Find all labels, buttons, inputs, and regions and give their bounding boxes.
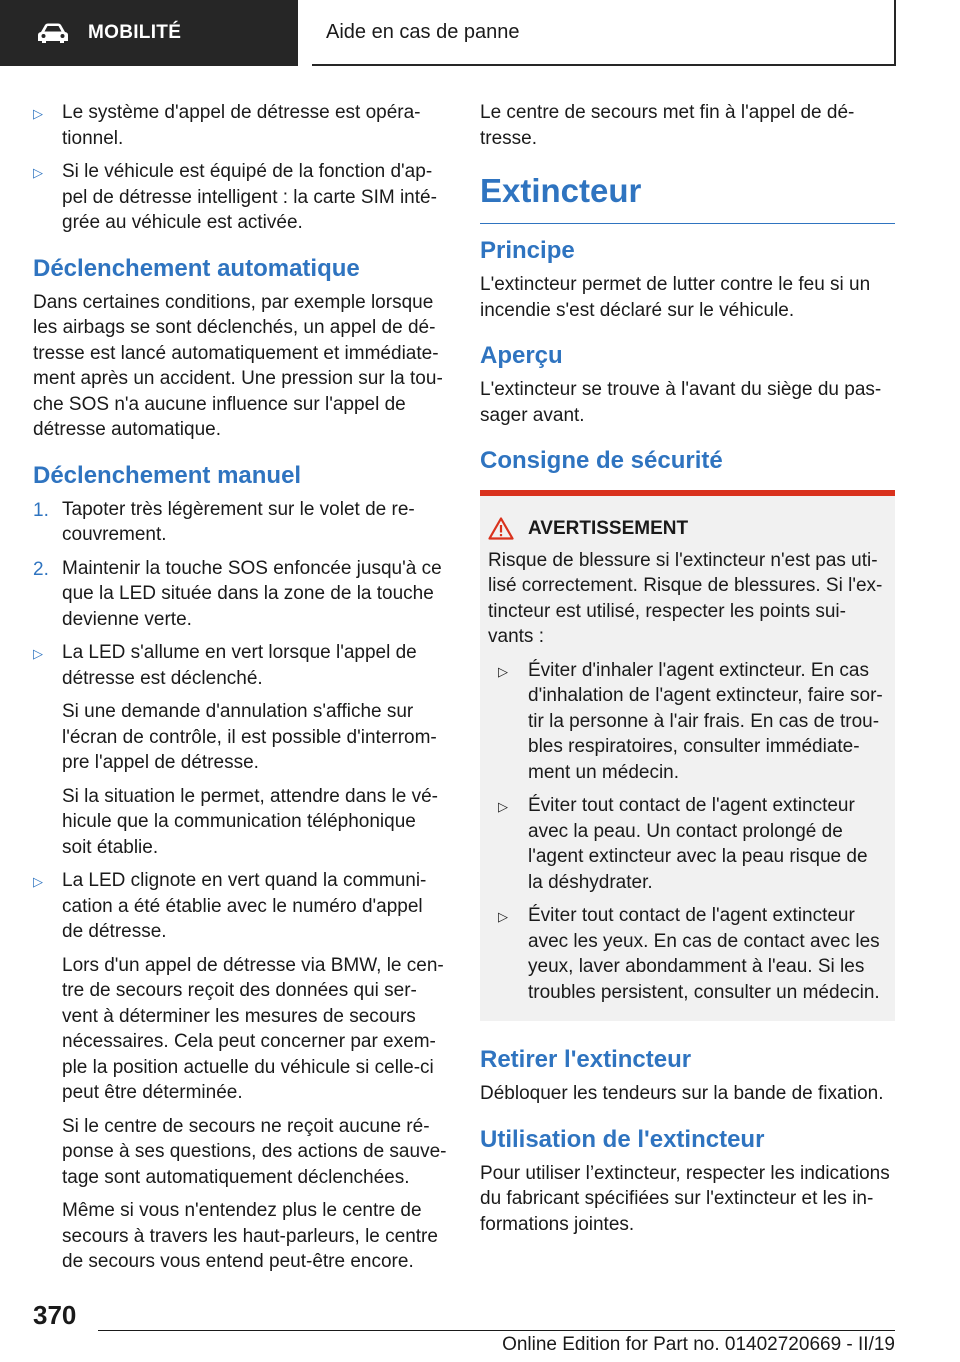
apercu-heading: Aperçu [480, 342, 563, 369]
warning-list-item [498, 903, 887, 1005]
list-item [33, 640, 448, 691]
utilisation-heading: Utilisation de l'extincteur [480, 1125, 765, 1153]
consigne-heading: Consigne de sécurité [480, 447, 723, 474]
triangle-bullet-icon: ▷ [33, 106, 43, 121]
warning-title [488, 516, 887, 542]
left-column [33, 100, 448, 1283]
list-item-text: La LED clignote en vert quand la communi‐cation a été établie avec le numéro d'appel de détresse. [62, 870, 427, 942]
manual-heading: Déclenchement manuel [33, 461, 302, 489]
step-number: 2. [33, 558, 49, 580]
warning-label: AVERTISSEMENT [528, 518, 689, 539]
warning-list-text: Éviter tout contact de l'agent extincteur avec les yeux. En cas de contact avec les yeux, laver abondamment à l'eau. Si les troubles persistent, consulter un médecin. [528, 905, 880, 1003]
list-item-text: Le système d'appel de détresse est opéra‐tionnel. [62, 102, 421, 149]
step-item [33, 556, 448, 633]
right-column [480, 100, 895, 1245]
indented-paragraph: Lors d'un appel de détresse via BMW, le cen‐tre de secours reçoit des données qui ser‐vent à déterminer les mesures de secours nécessaires. Cela peut concerner par exem‐ple la position actuelle du véhicule si celle-ci peut être déterminée. [62, 954, 444, 1103]
apercu-text: L'extincteur se trouve à l'avant du siège du pas‐sager avant. [480, 379, 882, 426]
auto-heading: Déclenchement automatique [33, 254, 360, 282]
warning-text: Risque de blessure si l'extincteur n'est pas uti‐lisé correctement. Risque de blessures. Si l'ex‐tincteur est utilisé, respecter les points sui‐vants : [488, 549, 883, 647]
triangle-bullet-icon: ▷ [33, 646, 43, 661]
page-number: 370 [33, 1300, 77, 1330]
step-text: Maintenir la touche SOS enfoncée jusqu'à ce que la LED située dans la zone de la touche devienne verte. [62, 557, 442, 630]
indented-paragraph: Si une demande d'annulation s'affiche sur l'écran de contrôle, il est possible d'interrom‐pre l'appel de détresse. [62, 701, 437, 773]
auto-text: Dans certaines conditions, par exemple lorsque les airbags se sont déclenchés, un appel de dé‐tresse est lancé automatiquement et immédiate‐ment après un accident. Une pression sur la tou‐che SOS n'a aucune influence sur l'appel de détresse automatique. [33, 291, 443, 440]
warning-list-text: Éviter tout contact de l'agent extincteur avec la peau. Un contact prolongé de l'agent extincteur avec la peau risque de la déshydrater. [528, 795, 868, 893]
triangle-bullet-icon: ▷ [33, 874, 43, 889]
retirer-heading: Retirer l'extincteur [480, 1046, 692, 1073]
indented-paragraph: Même si vous n'entendez plus le centre de secours à travers les haut-parleurs, le centre de secours vous entend peut-être encore. [62, 1200, 438, 1272]
footer-divider [98, 1330, 895, 1331]
warning-list-item [498, 793, 887, 895]
principe-text: L'extincteur permet de lutter contre le feu si un incendie s'est déclaré sur le véhicule. [480, 274, 871, 321]
chapter-label: Aide en cas de panne [326, 20, 520, 43]
triangle-bullet-icon: ▷ [33, 165, 43, 180]
triangle-bullet-icon: ▷ [498, 663, 508, 679]
step-number: 1. [33, 499, 49, 521]
principe-heading: Principe [480, 237, 575, 264]
list-item-text: Si le véhicule est équipé de la fonction d'ap‐pel de détresse intelligent : la carte SIM inté‐grée au véhicule est activée. [62, 161, 437, 233]
indented-paragraph: Si la situation le permet, attendre dans le vé‐hicule que la communication téléphonique soit établie. [62, 785, 438, 858]
list-item [33, 868, 448, 945]
intro-text: Le centre de secours met fin à l'appel de dé‐tresse. [480, 102, 855, 149]
section-tab [0, 0, 298, 66]
page-title: Extincteur [480, 169, 895, 224]
indented-paragraph: Si le centre de secours ne reçoit aucune ré‐ponse à ses questions, des actions de sauve‐tage sont automatiquement déclenchées. [62, 1115, 447, 1188]
warning-triangle-icon [488, 517, 514, 540]
car-icon [36, 22, 70, 44]
section-label: MOBILITÉ [88, 22, 182, 43]
warning-box [480, 490, 895, 1021]
warning-list-item [498, 658, 887, 786]
list-item-text: La LED s'allume en vert lorsque l'appel de détresse est déclenché. [62, 642, 417, 689]
step-text: Tapoter très légèrement sur le volet de re‐couvrement. [62, 498, 415, 545]
retirer-text: Débloquer les tendeurs sur la bande de fixation. [480, 1083, 884, 1104]
list-item [33, 100, 448, 151]
step-item [33, 497, 448, 548]
triangle-bullet-icon: ▷ [498, 909, 508, 924]
warning-list-text: Éviter d'inhaler l'agent extincteur. En cas d'inhalation de l'agent extincteur, faire sor‐tir la personne à l'air frais. En cas de trou‐bles respiratoires, consulter immédiate‐ment un médecin. [528, 659, 883, 783]
utilisation-text: Pour utiliser l’extincteur, respecter les indications du fabricant spécifiées sur l'extincteur et les in‐formations jointes. [480, 1162, 890, 1235]
list-item [33, 159, 448, 236]
chapter-tab [312, 0, 896, 66]
footer-edition: Online Edition for Part no. 01402720669 - II/19 [502, 1334, 895, 1355]
triangle-bullet-icon: ▷ [498, 799, 508, 814]
